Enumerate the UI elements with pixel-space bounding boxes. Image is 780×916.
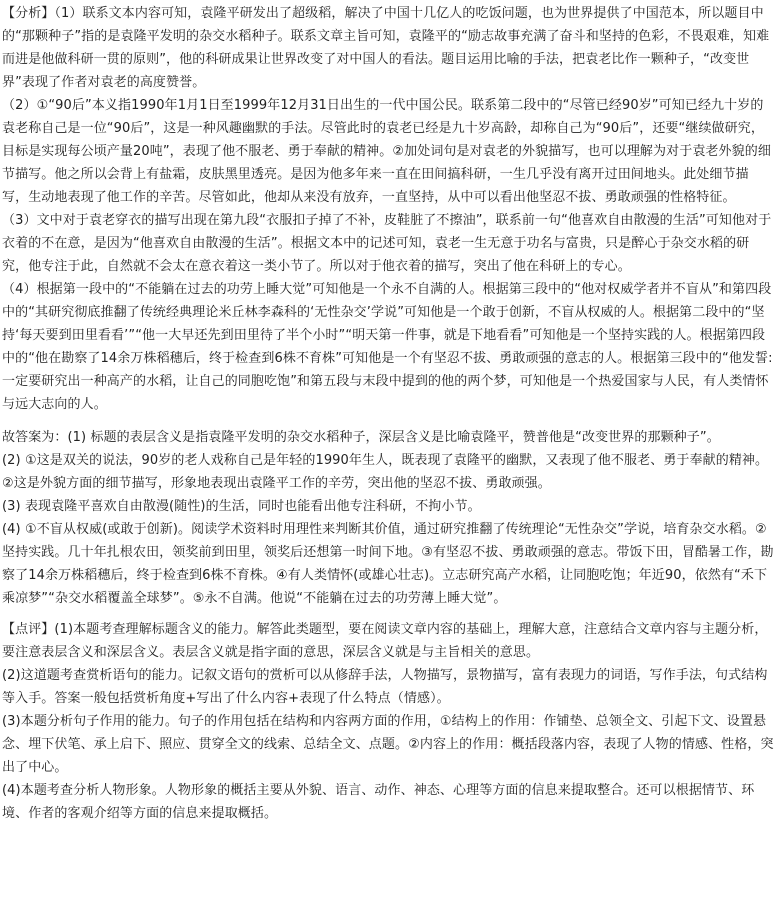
comment-paragraph-1: 【点评】(1)本题考查理解标题含义的能力。解答此类题型，要在阅读文章内容的基础上，理解大意，注意结合文章内容与主题分析，要注意表层含义和深层含义。表层含义就是指字面的意思，深层含义就是与主旨相关的意思。 (2, 622, 768, 660)
analysis-paragraph-3: （3）文中对于袁老穿衣的描写出现在第九段“衣服扣子掉了不补，皮鞋脏了不擦油”，联系前一句“他喜欢自由散漫的生活”可知他对于衣着的不在意，是因为“他喜欢自由散漫的生活”。根据文本中的记述可知，袁老一生无意于功名与富贵，只是醉心于杂交水稻的研究，他专注于此，自然就不会太在意衣着这一类小节了。所以对于他衣着的描写，突出了他在科研上的专心。 (2, 213, 772, 274)
analysis-paragraph-1: 【分析】（1）联系文本内容可知，袁隆平研发出了超级稻，解决了中国十几亿人的吃饭问题，也为世界提供了中国范本，所以题目中的“那颗种子”指的是袁隆平发明的杂交水稻种子。联系文章主旨可知，袁隆平的“励志故事充满了奋斗和坚持的色彩，不畏艰难，知难而进是他做科研一贯的原则”，他的科研成果让世界改变了对中国人的看法。题目运用比喻的手法，把袁老比作一颗种子，“改变世界”表现了作者对袁老的高度赞誉。 (2, 6, 770, 90)
answer-paragraph-3: (3) 表现袁隆平喜欢自由散漫(随性)的生活，同时也能看出他专注科研，不拘小节。 (2, 499, 481, 514)
analysis-paragraph-4: （4）根据第一段中的“不能躺在过去的功劳上睡大觉”可知他是一个永不自满的人。根据第三段中的“他对权威学者并不盲从”和第四段中的“其研究彻底推翻了传统经典理论米丘林李森科的‘无性杂交’学说”可知他是一个敢于创新，不盲从权威的人。根据第二段中的“坚持‘每天要到田里看看’”“他一大早还先到田里待了半个小时”“明天第一件事，就是下地看看”可知他是一个坚持实践的人。根据第四段中的“他在勘察了14余万株稻穗后，终于检查到6株不育株”可知他是一个有坚忍不拔、勇敢顽强的意志的人。根据第三段中的“他发誓:一定要研究出一种高产的水稻，让自己的同胞吃饱”和第五段与末段中提到的他的两个梦，可知他是一个热爱国家与人民，有人类情怀与远大志向的人。 (2, 282, 773, 412)
answer-paragraph-2: (2) ①这是双关的说法，90岁的老人戏称自己是年轻的1990年生人，既表现了袁隆平的幽默，又表现了他不服老、勇于奉献的精神。②这是外貌方面的细节描写，形象地表现出袁隆平工作的辛劳，突出他的坚忍不拔、勇敢顽强。 (2, 453, 769, 491)
analysis-paragraph-2: （2）①“90后”本义指1990年1月1日至1999年12月31日出生的一代中国公民。联系第二段中的“尽管已经90岁”可知已经九十岁的袁老称自己是一位“90后”，这是一种风趣幽默的手法。尽管此时的袁老已经是九十岁高龄，却称自己为“90后”，还要“继续做研究，目标是实现每公顷产量20吨”，表现了他不服老、勇于奉献的精神。②加处词句是对袁老的外貌描写，也可以理解为对于袁老外貌的细节描写。他之所以会背上有盐霜，皮肤黑里透亮。是因为他多年来一直在田间搞科研，一生几乎没有离开过田间地头。此处细节描写，生动地表现了他工作的辛苦。尽管如此，他却从来没有放弃，一直坚持，从中可以看出他坚忍不拔、勇敢顽强的性格特征。 (2, 98, 771, 205)
comment-section (2, 618, 774, 825)
answer-paragraph-4: (4) ①不盲从权威(或敢于创新)。阅读学术资料时用理性来判断其价值，通过研究推翻了传统理论“无性杂交”学说，培育杂交水稻。②坚持实践。几十年扎根农田，领奖前到田里，领奖后还想第一时间下地。③有坚忍不拔、勇敢顽强的意志。带饭下田，冒酷暑工作，勘察了14余万株稻穗后，终于检查到6株不育株。④有人类情怀(或雄心壮志)。立志研究高产水稻，让同胞吃饱；年近90，依然有“禾下乘凉梦”“杂交水稻覆盖全球梦”。⑤永不自满。他说“不能躺在过去的功劳薄上睡大觉”。 (2, 522, 774, 606)
comment-paragraph-2: (2)这道题考查赏析语句的能力。记叙文语句的赏析可以从修辞手法，人物描写，景物描写，富有表现力的词语，写作手法，句式结构等入手。答案一般包括赏析角度+写出了什么内容+表现了什么特点（情感）。 (2, 668, 768, 706)
analysis-section (2, 2, 774, 416)
answer-section (2, 426, 774, 610)
comment-paragraph-3: (3)本题分析句子作用的能力。句子的作用包括在结构和内容两方面的作用，①结构上的作用：作铺垫、总领全文、引起下文、设置悬念、埋下伏笔、承上启下、照应、贯穿全文的线索、总结全文、点题。②内容上的作用：概括段落内容，表现了人物的情感、性格，突出了中心。 (2, 714, 774, 775)
answer-paragraph-1: 故答案为：(1) 标题的表层含义是指袁隆平发明的杂交水稻种子，深层含义是比喻袁隆平，赞普他是“改变世界的那颗种子”。 (2, 430, 720, 445)
comment-paragraph-4: (4)本题考查分析人物形象。人物形象的概括主要从外貌、语言、动作、神态、心理等方面的信息来提取整合。还可以根据情节、环境、作者的客观介绍等方面的信息来提取概括。 (2, 783, 755, 821)
